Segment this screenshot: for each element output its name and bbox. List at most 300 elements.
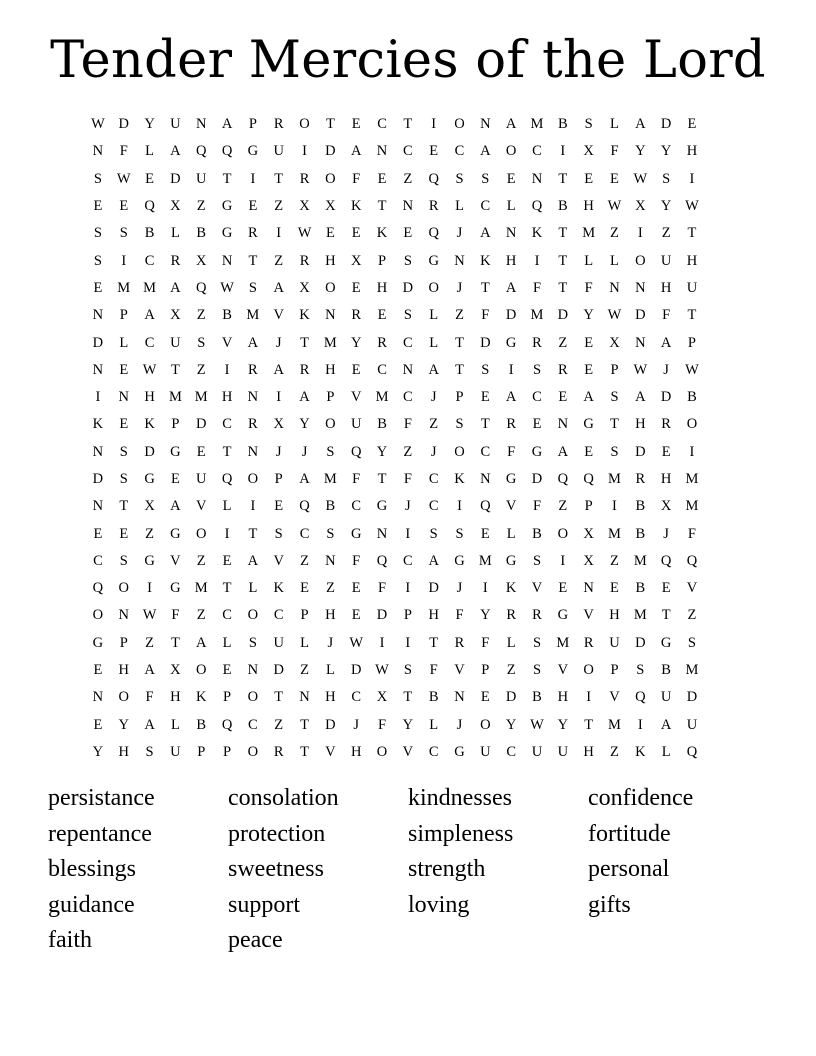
grid-cell: U: [609, 634, 620, 651]
grid-cell: Q: [583, 471, 594, 487]
grid-cell: N: [92, 307, 104, 324]
grid-cell: S: [610, 443, 619, 460]
grid-cell: A: [299, 471, 310, 487]
grid-cell: I: [379, 634, 385, 651]
grid-cell: F: [481, 307, 490, 324]
grid-cell: C: [532, 143, 542, 160]
grid-cell: Y: [660, 143, 672, 160]
grid-cell: A: [170, 143, 181, 160]
grid-cell: I: [560, 552, 566, 569]
grid-cell: M: [246, 307, 260, 324]
grid-cell: I: [508, 361, 514, 378]
grid-cell: V: [273, 552, 284, 569]
grid-cell: C: [403, 389, 413, 406]
grid-cell: N: [247, 662, 259, 679]
grid-cell: N: [531, 170, 543, 187]
grid-cell: X: [583, 143, 594, 160]
grid-cell: S: [532, 361, 542, 378]
grid-cell: V: [170, 552, 181, 569]
grid-cell: I: [224, 525, 230, 542]
grid-cell: I: [431, 116, 437, 133]
grid-cell: G: [221, 198, 233, 215]
grid-cell: E: [351, 361, 361, 378]
grid-cell: H: [350, 743, 362, 760]
grid-cell: R: [532, 607, 542, 624]
grid-cell: N: [299, 689, 310, 706]
grid-cell: E: [222, 662, 232, 679]
grid-cell: Z: [403, 443, 413, 460]
grid-cell: E: [480, 525, 490, 542]
grid-cell: D: [505, 307, 517, 324]
grid-cell: M: [117, 279, 131, 296]
grid-cell: A: [247, 334, 259, 351]
grid-cell: H: [118, 662, 129, 679]
grid-cell: P: [171, 416, 180, 433]
grid-row: [85, 684, 731, 711]
grid-cell: N: [92, 361, 104, 378]
grid-cell: M: [323, 334, 337, 351]
grid-cell: C: [428, 498, 439, 515]
grid-cell: U: [686, 716, 698, 733]
grid-cell: A: [170, 279, 181, 296]
grid-cell: F: [429, 662, 438, 679]
grid-cell: E: [558, 580, 568, 597]
grid-cell: U: [273, 634, 284, 651]
grid-cell: J: [405, 498, 411, 515]
grid-cell: T: [661, 607, 671, 624]
puzzle-title: Tender Mercies of the Lord: [50, 31, 766, 90]
grid-cell: X: [660, 498, 672, 515]
grid-cell: T: [300, 743, 309, 760]
grid-cell: X: [350, 252, 362, 269]
grid-cell: P: [223, 743, 232, 760]
word-list-item: gifts: [588, 891, 631, 918]
grid-cell: R: [454, 634, 465, 651]
grid-cell: M: [633, 552, 647, 569]
grid-cell: W: [530, 716, 544, 733]
grid-cell: I: [560, 143, 566, 160]
grid-cell: E: [687, 116, 697, 133]
grid-cell: B: [196, 716, 207, 733]
grid-cell: L: [661, 743, 671, 760]
grid-cell: S: [455, 525, 464, 542]
grid-cell: R: [661, 416, 671, 433]
grid-cell: Z: [145, 634, 154, 651]
grid-cell: B: [635, 525, 646, 542]
grid-cell: Q: [92, 580, 104, 597]
grid-cell: A: [221, 116, 233, 133]
grid-cell: Q: [144, 198, 155, 215]
grid-cell: E: [170, 471, 180, 487]
grid-cell: P: [584, 498, 593, 515]
grid-cell: Q: [428, 170, 439, 187]
grid-cell: M: [375, 389, 389, 406]
grid-cell: I: [250, 498, 256, 515]
grid-cell: P: [119, 307, 128, 324]
grid-cell: U: [170, 334, 181, 351]
grid-cell: A: [273, 279, 284, 296]
grid-cell: V: [583, 607, 594, 624]
grid-cell: R: [428, 198, 439, 215]
grid-cell: Q: [686, 552, 698, 569]
grid-cell: Z: [558, 498, 568, 515]
grid-cell: S: [248, 634, 257, 651]
grid-cell: Z: [196, 552, 206, 569]
grid-cell: O: [195, 525, 207, 542]
grid-cell: P: [274, 471, 283, 487]
grid-cell: B: [557, 116, 568, 133]
grid-cell: N: [583, 580, 594, 597]
grid-cell: E: [93, 662, 103, 679]
grid-cell: V: [350, 389, 362, 406]
word-list-item: faith: [48, 927, 92, 953]
grid-cell: S: [403, 252, 412, 269]
grid-cell: A: [660, 334, 672, 351]
grid-cell: B: [532, 689, 542, 706]
grid-cell: B: [377, 416, 387, 433]
grid-cell: M: [608, 471, 621, 487]
grid-cell: W: [349, 634, 364, 651]
grid-cell: L: [145, 143, 154, 160]
grid-cell: O: [247, 689, 259, 706]
grid-cell: T: [687, 225, 697, 242]
grid-cell: M: [478, 552, 492, 569]
grid-cell: P: [481, 662, 490, 679]
grid-cell: W: [375, 662, 389, 679]
grid-cell: R: [248, 225, 258, 242]
grid-cell: A: [557, 443, 569, 460]
grid-cell: I: [637, 716, 643, 733]
grid-cell: Y: [480, 607, 491, 624]
grid-cell: O: [118, 580, 129, 597]
grid-cell: K: [350, 198, 362, 215]
grid-cell: L: [300, 634, 309, 651]
grid-cell: D: [325, 716, 336, 733]
grid-cell: V: [531, 580, 543, 597]
grid-cell: H: [660, 279, 672, 296]
grid-cell: X: [170, 198, 181, 215]
grid-cell: M: [530, 307, 544, 324]
grid-cell: S: [687, 634, 696, 651]
grid-cell: N: [376, 143, 388, 160]
grid-cell: O: [92, 607, 104, 624]
grid-cell: Z: [196, 361, 206, 378]
grid-cell: R: [557, 361, 568, 378]
grid-cell: F: [119, 143, 128, 160]
grid-cell: S: [403, 307, 412, 324]
grid-cell: Q: [376, 552, 388, 569]
grid-cell: E: [93, 198, 103, 215]
grid-cell: U: [273, 143, 284, 160]
grid-cell: T: [222, 170, 232, 187]
grid-cell: Y: [505, 716, 517, 733]
grid-cell: U: [686, 279, 698, 296]
grid-cell: T: [687, 307, 697, 324]
grid-cell: K: [505, 580, 517, 597]
grid-cell: S: [532, 552, 542, 569]
grid-row: [85, 193, 731, 220]
grid-cell: Q: [350, 443, 362, 460]
grid-cell: U: [170, 743, 181, 760]
grid-cell: K: [480, 252, 491, 269]
grid-cell: V: [195, 498, 207, 515]
grid-cell: Z: [196, 607, 206, 624]
word-list-item: sweetness: [228, 856, 324, 882]
grid-cell: W: [220, 279, 234, 296]
grid-cell: T: [480, 416, 490, 433]
grid-cell: E: [584, 443, 594, 460]
grid-cell: G: [144, 552, 155, 569]
grid-cell: R: [299, 361, 310, 378]
grid-cell: Y: [92, 743, 104, 760]
grid-cell: I: [689, 443, 695, 460]
grid-cell: N: [609, 279, 620, 296]
grid-cell: C: [403, 334, 413, 351]
grid-cell: G: [454, 743, 465, 760]
grid-cell: A: [350, 143, 362, 160]
grid-cell: I: [612, 498, 617, 515]
grid-cell: M: [143, 279, 157, 296]
grid-cell: E: [145, 170, 154, 187]
grid-cell: S: [248, 279, 257, 296]
grid-cell: Z: [610, 552, 619, 569]
grid-cell: S: [455, 170, 464, 187]
grid-cell: E: [300, 580, 309, 597]
grid-cell: A: [428, 361, 439, 378]
word-list-item: simpleness: [408, 820, 514, 847]
grid-cell: E: [506, 170, 516, 187]
grid-cell: N: [247, 443, 259, 460]
grid-cell: H: [144, 389, 155, 406]
grid-cell: S: [326, 525, 335, 542]
grid-cell: E: [196, 443, 206, 460]
grid-cell: E: [119, 525, 129, 542]
grid-cell: D: [144, 443, 155, 460]
grid-cell: A: [480, 143, 491, 160]
grid-cell: A: [635, 116, 646, 133]
grid-cell: F: [584, 279, 593, 296]
grid-cell: Z: [196, 198, 206, 215]
grid-cell: R: [248, 416, 258, 433]
grid-cell: Q: [221, 716, 233, 733]
grid-cell: H: [660, 471, 672, 487]
grid-cell: F: [481, 634, 490, 651]
grid-cell: Z: [300, 662, 309, 679]
grid-row: [85, 439, 731, 466]
grid-row: [85, 220, 731, 247]
grid-cell: P: [687, 334, 696, 351]
grid-cell: C: [403, 552, 413, 569]
grid-cell: Z: [274, 716, 284, 733]
word-list-item: strength: [408, 856, 486, 882]
grid-cell: J: [456, 279, 463, 296]
grid-cell: S: [429, 525, 438, 542]
grid-cell: O: [118, 689, 129, 706]
grid-cell: H: [325, 252, 336, 269]
grid-cell: Z: [274, 198, 284, 215]
grid-cell: N: [402, 361, 414, 378]
grid-cell: Z: [145, 525, 154, 542]
grid-cell: B: [144, 225, 155, 242]
grid-cell: T: [274, 689, 284, 706]
grid-cell: E: [429, 143, 439, 160]
grid-cell: P: [197, 743, 206, 760]
grid-cell: G: [221, 225, 233, 242]
grid-cell: J: [456, 225, 463, 242]
grid-cell: D: [557, 307, 569, 324]
grid-row: [85, 247, 731, 274]
grid-cell: K: [376, 225, 388, 242]
grid-cell: L: [455, 198, 464, 215]
grid-cell: T: [222, 580, 232, 597]
grid-cell: R: [273, 116, 284, 133]
grid-cell: H: [635, 416, 646, 433]
grid-cell: B: [222, 307, 232, 324]
grid-cell: J: [430, 443, 437, 460]
grid-cell: J: [663, 525, 669, 542]
grid-cell: Z: [687, 607, 697, 624]
grid-cell: Z: [661, 225, 671, 242]
grid-cell: H: [557, 689, 569, 706]
grid-cell: W: [685, 361, 699, 378]
grid-row: [85, 384, 731, 411]
grid-cell: I: [534, 252, 540, 269]
grid-cell: J: [456, 580, 463, 597]
grid-cell: F: [687, 525, 696, 542]
grid-cell: H: [505, 252, 517, 269]
grid-cell: A: [195, 634, 207, 651]
grid-cell: I: [224, 361, 230, 378]
grid-row: [85, 493, 731, 520]
grid-cell: D: [376, 607, 388, 624]
grid-cell: P: [248, 116, 257, 133]
grid-cell: T: [377, 471, 387, 487]
grid-cell: K: [273, 580, 284, 597]
grid-cell: S: [119, 225, 128, 242]
grid-cell: R: [377, 334, 387, 351]
grid-cell: Q: [557, 471, 569, 487]
grid-cell: C: [532, 389, 542, 406]
grid-cell: E: [351, 607, 361, 624]
grid-cell: A: [635, 389, 646, 406]
grid-cell: S: [145, 743, 154, 760]
grid-cell: E: [351, 116, 361, 133]
grid-cell: S: [481, 170, 490, 187]
grid-cell: L: [506, 634, 516, 651]
grid-cell: X: [299, 279, 310, 296]
grid-cell: G: [660, 634, 672, 651]
grid-cell: E: [558, 389, 568, 406]
grid-cell: N: [505, 225, 517, 242]
grid-cell: L: [429, 716, 439, 733]
grid-cell: N: [635, 279, 646, 296]
grid-cell: B: [661, 662, 671, 679]
grid-cell: V: [505, 498, 517, 515]
grid-cell: O: [325, 279, 336, 296]
grid-cell: A: [505, 279, 517, 296]
grid-cell: F: [352, 552, 361, 569]
grid-cell: V: [609, 689, 620, 706]
grid-cell: D: [686, 689, 698, 706]
grid-cell: L: [429, 334, 439, 351]
grid-cell: O: [325, 170, 336, 187]
grid-cell: M: [194, 580, 208, 597]
grid-cell: E: [274, 498, 284, 515]
grid-cell: E: [584, 361, 594, 378]
grid-cell: R: [583, 634, 594, 651]
grid-cell: Y: [402, 716, 414, 733]
grid-cell: K: [454, 471, 465, 487]
grid-cell: V: [221, 334, 233, 351]
grid-row: [85, 520, 731, 547]
grid-cell: H: [221, 389, 233, 406]
grid-cell: O: [454, 443, 465, 460]
grid-row: [85, 411, 731, 438]
grid-cell: F: [610, 143, 619, 160]
grid-cell: I: [637, 225, 643, 242]
grid-cell: Y: [660, 198, 672, 215]
grid-cell: N: [92, 143, 104, 160]
grid-cell: T: [274, 170, 284, 187]
grid-cell: X: [609, 334, 620, 351]
grid-cell: Q: [221, 471, 233, 487]
grid-cell: B: [687, 389, 697, 406]
grid-cell: D: [118, 116, 129, 133]
grid-row: [85, 657, 731, 684]
grid-cell: Y: [557, 716, 569, 733]
grid-cell: E: [119, 361, 129, 378]
grid-cell: T: [558, 279, 568, 296]
grid-cell: F: [507, 443, 516, 460]
grid-cell: O: [428, 279, 439, 296]
grid-cell: Y: [299, 416, 310, 433]
grid-cell: O: [583, 662, 594, 679]
grid-cell: D: [505, 689, 517, 706]
grid-cell: M: [685, 662, 699, 679]
grid-cell: E: [119, 198, 129, 215]
grid-cell: Q: [635, 689, 646, 706]
grid-cell: P: [610, 662, 619, 679]
grid-cell: X: [325, 198, 336, 215]
grid-cell: A: [660, 716, 672, 733]
grid-cell: L: [610, 252, 619, 269]
grid-cell: E: [584, 170, 594, 187]
word-list-item: consolation: [228, 785, 339, 811]
grid-cell: G: [583, 416, 594, 433]
word-list-item: blessings: [48, 856, 137, 882]
grid-cell: D: [325, 143, 336, 160]
grid-cell: M: [633, 607, 647, 624]
grid-cell: O: [505, 143, 517, 160]
grid-cell: C: [428, 743, 439, 760]
grid-cell: G: [247, 143, 259, 160]
grid-cell: B: [325, 498, 336, 515]
grid-cell: F: [403, 471, 412, 487]
grid-cell: C: [144, 252, 155, 269]
grid-cell: I: [405, 525, 411, 542]
grid-cell: N: [454, 252, 465, 269]
grid-cell: N: [195, 116, 207, 133]
grid-cell: C: [480, 443, 491, 460]
grid-cell: V: [454, 662, 465, 679]
word-column: [228, 781, 408, 959]
word-column: [408, 781, 588, 959]
grid-cell: T: [403, 689, 413, 706]
grid-cell: Z: [325, 580, 335, 597]
grid-cell: J: [275, 443, 282, 460]
grid-cell: Y: [376, 443, 388, 460]
grid-cell: L: [222, 498, 232, 515]
